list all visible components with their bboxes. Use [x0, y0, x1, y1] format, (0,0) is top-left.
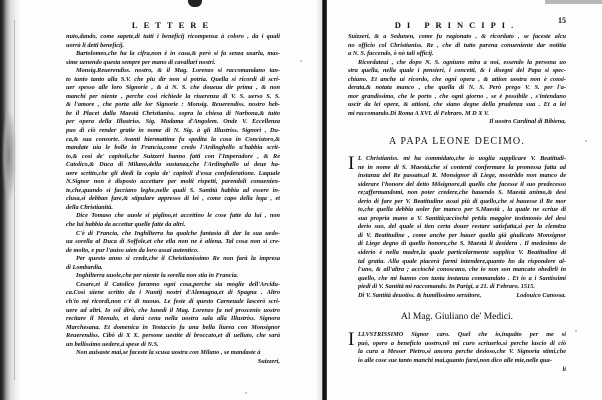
text-line: Reuerendiss. Cibò di X X. persone uestite di broccato,et di uelluto, che sarà [66, 332, 280, 340]
text-line: a N. S. faccendo, ò nò tali officij. [348, 50, 434, 58]
drop-cap: I [348, 153, 355, 175]
paragraph [66, 50, 280, 67]
running-head-text: LETTERE [131, 20, 215, 30]
text-line: Non auisaste mai,se faceste la scusa uostra con Milano , se mandaste à [76, 349, 261, 357]
catchword: li [562, 365, 566, 373]
text-line: Ricordateui , che dopo N. S. ogniuno mira a noi, essendo la persona uo [358, 58, 566, 66]
running-head-text: DI PRINCIPI. [394, 20, 520, 30]
text-line: sua propria mano a V. Santità;acciochè prēda maggior testimonio del desi [358, 214, 566, 222]
letter-heading-giuliano: Al Mag. Giuliano de' Medici. [401, 312, 513, 323]
drop-cap: I [348, 329, 355, 351]
page-number: 15 [558, 16, 566, 25]
paragraph [66, 255, 280, 272]
text-line: ua sorella al Duca di Soffole,et che ella non ne è aliena. Tal cosa non si cre- [66, 238, 280, 246]
text-line: recitare il Menulo, et darà cena nella uostra sala alla Illustriss. Signora [66, 315, 280, 323]
text-line: ca,& sua consorte. Avanti hiermattina fu spedita la cosa in Concistoro,& [66, 135, 280, 143]
text-line: to,& così de' capitoli,che Suizzeri hanno fatti con l'Imperadore , & Re [66, 152, 280, 160]
text-line: ca.Così uiene scritto da i Nuntij nostri d'Alemagna,et di Spagna . Altro [66, 289, 280, 297]
text-line: io alle cose sue tanto manchi mai,quanto farei,non dico alle mie,nelle qua- [358, 356, 552, 364]
text-line: C'è di Francia, che Inghilterra ha qualche fantasia di dar la sua uedo- [76, 229, 280, 237]
text-line: be il Placet dalla Maestà Christianiss. sopra la chiesa di Narbona,& tutto [66, 109, 280, 117]
text-line: to,che quella debbia uoler far manco per S.Maestà , la quale ne scriue di [358, 206, 566, 214]
text-line: Monsig.Reuerendiss. nostro, & il Mag. Lorenzo si raccomandano tan- [76, 67, 280, 75]
text-line: puo di ciò render gratie in nome di N. Sig. à gli Illustriss. Signori , Du- [66, 127, 280, 135]
text-line: nuto,dando, come sapete,di tutti i beneficij ricompensa à coloro , da i quali [66, 33, 280, 40]
page-edge-left [0, 0, 22, 400]
text-line: che lui habbia da accettar quelle fatte da altri. [66, 221, 186, 229]
ink-blot [188, 0, 202, 7]
text-line: N.Signor non è disposto accettare per molti rispetti, parendoli conuenien- [66, 178, 280, 186]
text-line: ch'io mi ricordi,non c'è di nuouo. Le feste di questo Carneuale lascerò scri- [66, 297, 280, 305]
text-line: uere ad altri. Io sol dirò, che lunedì il Mag. Lorenzo fa nel proscenio uostro [66, 306, 280, 314]
text-line: Cesare,et il Catolico faranno ogni cosa,perche sia moglie dell'Arcidu- [76, 280, 280, 288]
right-page [348, 16, 566, 374]
paragraph [66, 272, 280, 281]
text-line: Bartolomeo,che ha la cifra,non è in casa,& però si fa senza usarla, mas- [76, 50, 280, 58]
text-line: mor grandissimo, che le porto , che ogni giorno , se è possibile , s'intendano [348, 92, 566, 100]
text-line: tal gratia. Alla quale piacerà farmi intendere,quanto ho da rispondere al- [358, 257, 566, 265]
text-line: chiano. Et anche ui ricordo, che ogni opera , & attion uostra non è consi- [348, 75, 566, 83]
letter-leone-body [348, 155, 566, 292]
text-line: mandate uia le bolle in Francia,come credo l'Ardinghello u'habbia scrit- [66, 144, 280, 152]
letter-giuliano-body [348, 331, 566, 365]
closing-formula: Di V. Santità deuotiss. & humilissimo seruitore, [358, 291, 482, 299]
paragraph [348, 59, 566, 119]
text-line: siderio è nella madre,la quale particolarmente supplica V. Beatitudine di [358, 249, 566, 257]
text-line: quello, che mi hanno con tanta instanza commandato . Et io a i Santissimi [358, 274, 566, 282]
text-line: Suizzeri, & a Seduneн, come fu ragionato , & ricordato , se faceste alcu [348, 33, 566, 40]
text-line: derio di fare per V. Beatitudine assai più di quello,che si hauesse il Re mor [358, 197, 566, 205]
text-line: derio suo, del quale si tien certa douer restare satisfatta,sì per la clemēza [358, 223, 566, 231]
book-gutter [322, 0, 327, 400]
page-edge-line [14, 20, 15, 380]
left-page-body [66, 33, 280, 358]
text-line: no officio col Christianiss. Re , che di tutto parena conueniente dar notitia [348, 41, 566, 49]
text-line: di Liege degno di quello honore,che S. Maestà li desidera . Il medesimo de [358, 240, 566, 248]
text-line: uer spesso alle loro Signorie , & à N. S. che doueua dir prima , & non [66, 84, 280, 92]
text-line: derata,& notata manco , che quella di N. S. Però prego V. S. per l'a- [348, 84, 566, 92]
text-line: uscir da lei opere, & attioni, che siano degne della prudenza sua . Et a lei [348, 101, 566, 109]
text-line: piedi di V. Santità mi raccomando. In Parigi, a 21. di Febraro. 1515. [358, 283, 535, 291]
text-line: de molto, e pur l'auiso uien da loro assai autentico. [66, 246, 199, 254]
signature-canossa: Lodouico Canossa. [516, 291, 566, 299]
text-line: Per questo anno si crede,che il Christianissimo Re non farà la impresa [76, 255, 280, 263]
text-line: to tanto tanto alla S.V. che piu dir non si potria. Quella si ricordi di scri- [66, 75, 280, 83]
text-line: L Christianiss. mi ha commidato,che io uoglia supplicare V. Beatitudi- [358, 155, 566, 163]
text-line: Catolico,& Duca di Milano,della sustanza,che l'Ardinghello ui deue ha- [66, 161, 280, 169]
text-line: clusa,si debban fare,& stipulare appresso di lei , come capo della lega , et [66, 195, 280, 203]
paragraph [66, 281, 280, 349]
paragraph [66, 67, 280, 212]
text-line: re;affermandomi, non poter credere,che hauendo S. Maestà animo,& desi [358, 189, 566, 197]
scan-smudge-top [545, 0, 602, 4]
text-line: LLVSTRISSIMO Signor caro. Quel che io,inquãto per me si [358, 331, 566, 339]
paragraph [66, 349, 280, 358]
text-line: la cura a Messer Pietro,sì ancora perche desioso,che V. Signoria stimi,che [358, 348, 566, 356]
text-line: manchi per niente , perche così richiede la riuerenza di V. S. uerso S. S. [66, 92, 280, 100]
paragraph [348, 33, 566, 59]
right-page-body [348, 33, 566, 118]
text-line: te,che,quando si facciano leghe,nelle quali S. Santità habbia ad essere in- [66, 186, 280, 194]
text-line: di V. Beatitudine , come anche per hauer quella già giudicato Monsignor [358, 231, 566, 239]
text-line: sime uenendo questa sempre per mano di cavallari nostri. [66, 58, 216, 66]
text-line: un bellissimo uedere,à spese di N.S. [66, 340, 159, 348]
text-line: di Lombardia. [66, 263, 103, 271]
text-line: stra quella, nella quale i pensieri, i concetti, & i disegni del Papa si spec- [348, 67, 566, 75]
letter-heading-leone: A PAPA LEONE DECIMO. [388, 136, 526, 148]
text-line: Inghilterra uuole,che per niente la sorella non stia in Francia. [76, 272, 239, 280]
text-line: Dice Tomaso che uuole si piglino,et accettino le cose fatte da lui , non [76, 212, 280, 220]
catchword: Suizzeri, [257, 357, 280, 365]
text-line: l'uno, & all'altra ; acciochè conoscano, che io non son mancato obedirli in [358, 266, 566, 274]
text-line: uere scritto,che gli diedi la copia de' capitoli d'essa confederatione. Laquale [66, 169, 280, 177]
running-head [348, 16, 566, 32]
left-page [66, 20, 280, 366]
text-line: della Christianità. [66, 203, 113, 211]
text-line: & l'amore , che porta alle lor Signorie : Monsig. Reuerendiss. nostro heb- [66, 101, 280, 109]
text-line: per opera della Illustriss. Sig. Madama d'Angolem. Onde V. Eccellenza [66, 118, 280, 126]
text-line: mi raccomando.Di Roma A XVI. di Febraro. M D X V. [348, 109, 490, 117]
paragraph [66, 212, 280, 229]
paragraph [66, 33, 280, 50]
text-line: uorrà li detti beneficij. [66, 41, 125, 49]
signature-bibiena: Il uostro Cardinal di Bibiena, [489, 118, 566, 126]
text-line: instanza del Re passato,al R. Monsignor di Liege, mostrãdo non manco de [358, 172, 566, 180]
text-line: siderare l'honore del detto Mõsignore,di quello che facesse il suo predecesso [358, 180, 566, 188]
paragraph [66, 230, 280, 256]
running-head [66, 20, 280, 32]
text-line: può, opero a beneficio uostro,nõ mi curo scriuerlo,sì perche lascio di ciò [358, 339, 566, 347]
text-line: Marchesana. Et domenica in Testaccio fa una bella liurea con Monsignor [66, 323, 280, 331]
text-line: ne in nome di S. Maestà,che si contenti confermare la promessa fatta ad [358, 163, 566, 171]
